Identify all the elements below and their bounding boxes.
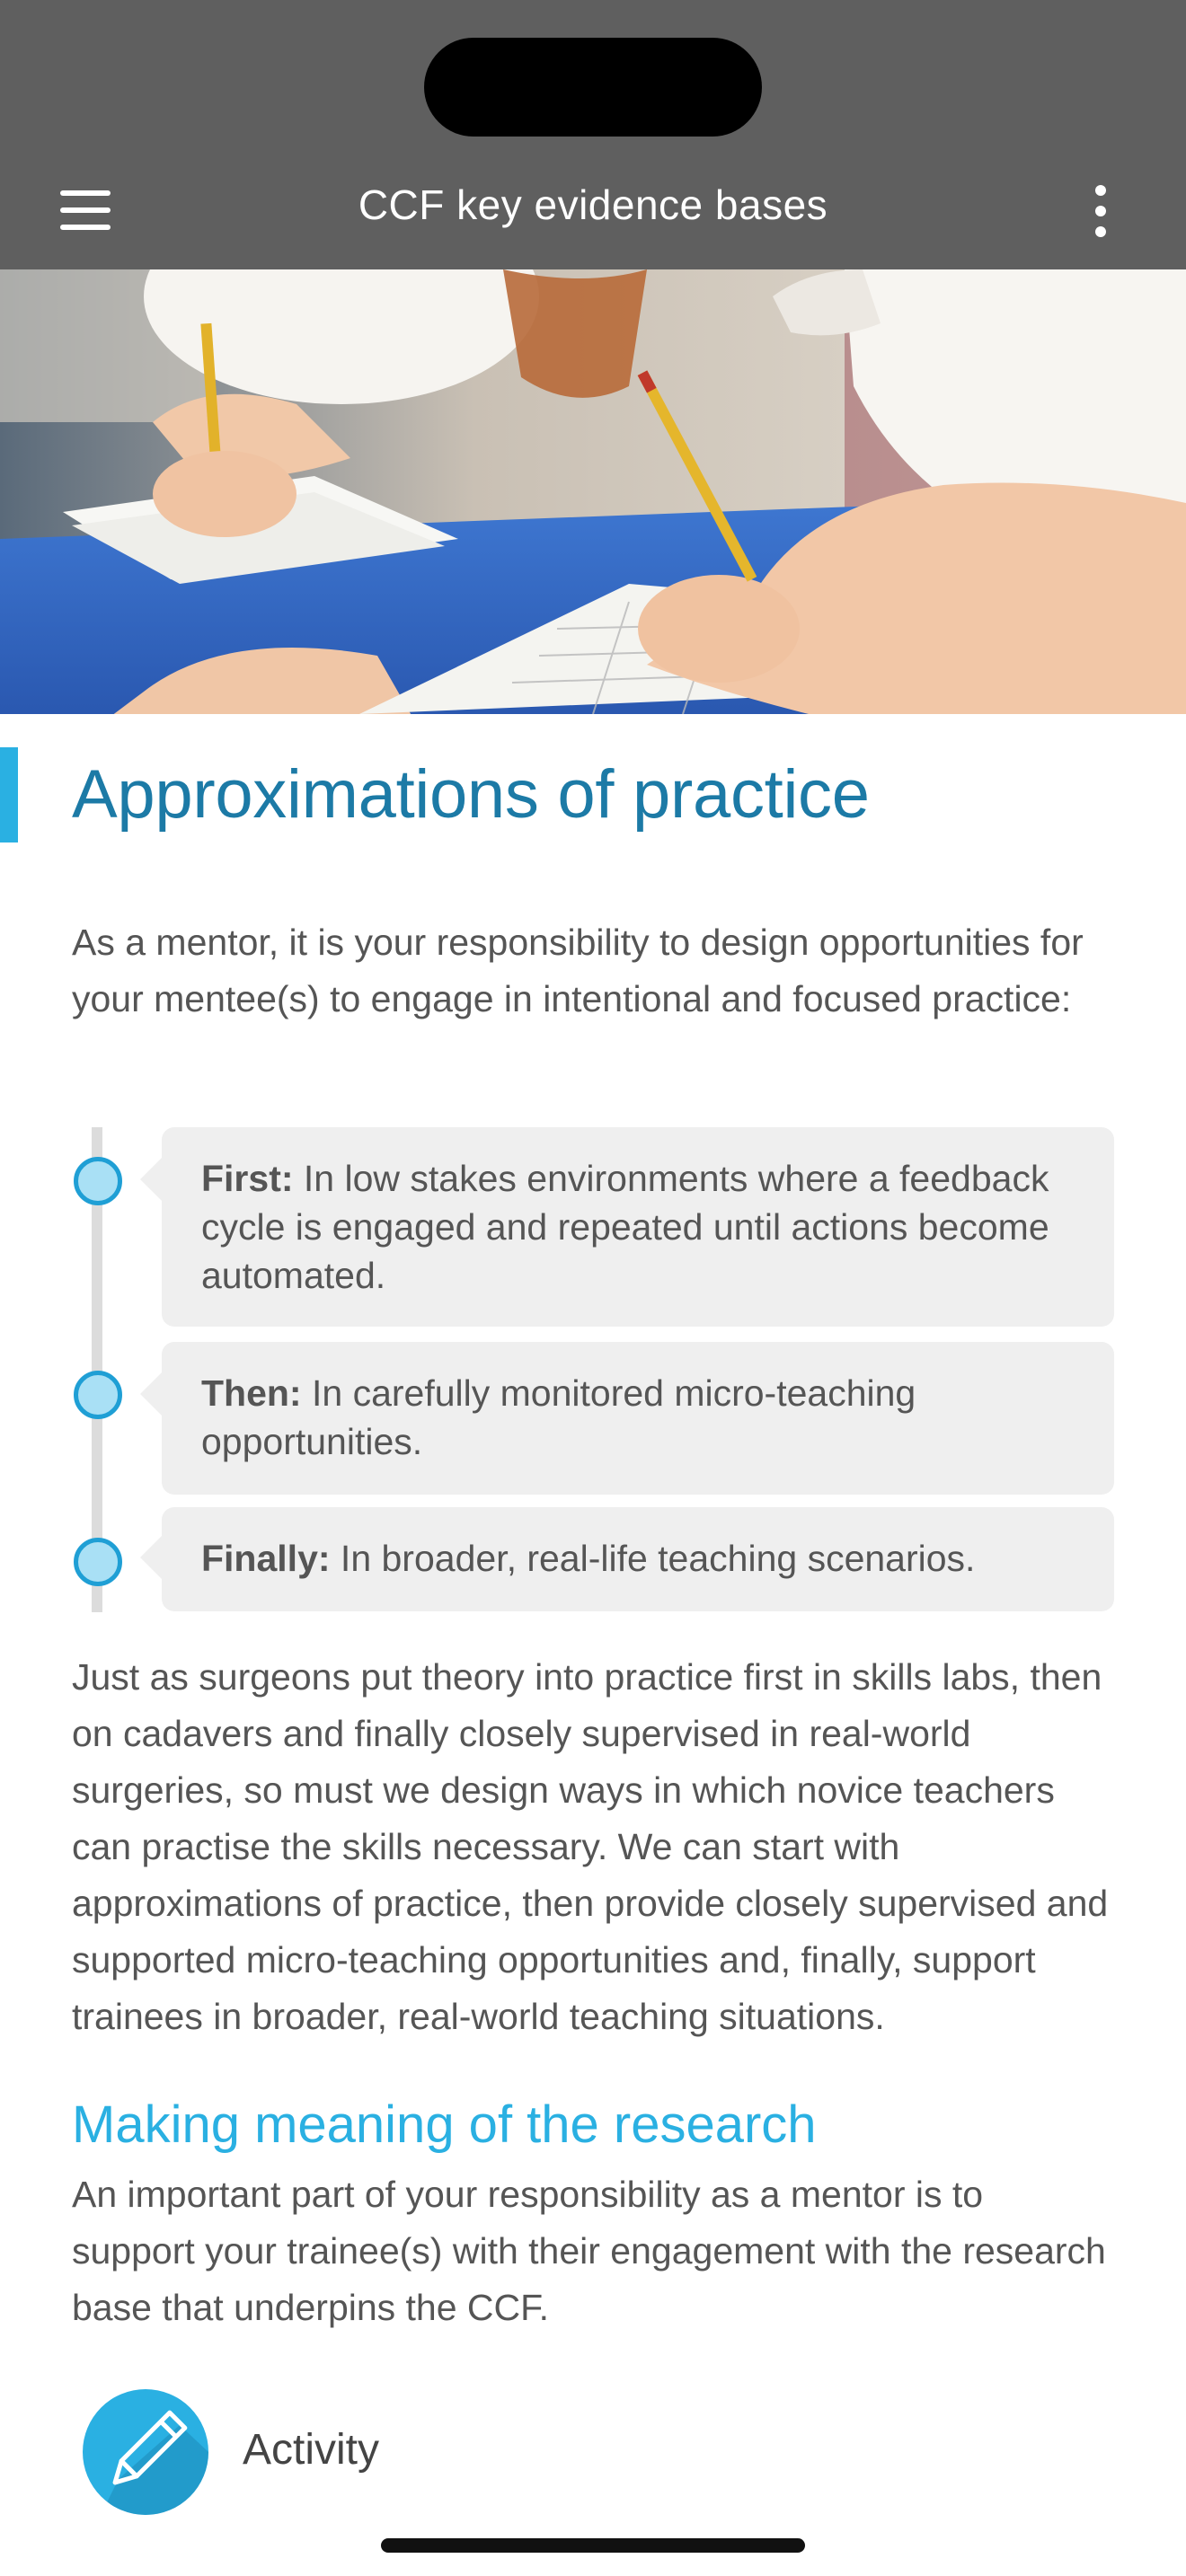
step-label: Finally:	[201, 1538, 331, 1579]
step-card-first	[162, 1127, 1114, 1327]
step-card-finally	[162, 1507, 1114, 1611]
hero-classroom-image	[0, 269, 1186, 714]
title-accent-bar	[0, 747, 18, 842]
home-indicator[interactable]	[381, 2538, 805, 2553]
app-bar-title: CCF key evidence bases	[358, 181, 828, 228]
step-card-then	[162, 1342, 1114, 1495]
step-label: Then:	[201, 1372, 302, 1414]
classroom-photo	[0, 269, 1186, 714]
timeline-dot-then	[74, 1371, 122, 1419]
timeline-dot-finally	[74, 1538, 122, 1586]
activity-button[interactable]	[83, 2389, 208, 2515]
more-vertical-icon[interactable]	[1078, 180, 1123, 243]
page-title: Approximations of practice	[72, 756, 870, 833]
step-label: First:	[201, 1158, 294, 1199]
step-text: In carefully monitored micro-teaching opportunities.	[201, 1372, 916, 1462]
step-text: In low stakes environments where a feedback cycle is engaged and repeated until actions become automated.	[201, 1158, 1049, 1296]
pencil-icon	[83, 2389, 208, 2515]
section-heading: Making meaning of the research	[72, 2095, 817, 2154]
intro-paragraph: As a mentor, it is your responsibility to design opportunities for your mentee(s) to engage in intentional and focused practice:	[72, 922, 1084, 1019]
step-text: In broader, real-life teaching scenarios.	[330, 1538, 976, 1579]
camera-notch	[424, 38, 762, 137]
activity-label[interactable]: Activity	[243, 2426, 380, 2474]
section-paragraph: An important part of your responsibility as a mentor is to support your trainee(s) with their engagement with the research base that underpins the CCF.	[72, 2174, 1106, 2328]
body-paragraph: Just as surgeons put theory into practice first in skills labs, then on cadavers and finally closely supervised in real-world surgeries, so must we design ways in which novice teachers can practise the skills necessary. We can start with approximations of practice, then provide closely supervised and supported micro-teaching opportunities and, finally, support trainees in broader, real-world teaching situations.	[72, 1656, 1109, 2037]
timeline-dot-first	[74, 1157, 122, 1205]
app-bar	[0, 0, 1186, 269]
